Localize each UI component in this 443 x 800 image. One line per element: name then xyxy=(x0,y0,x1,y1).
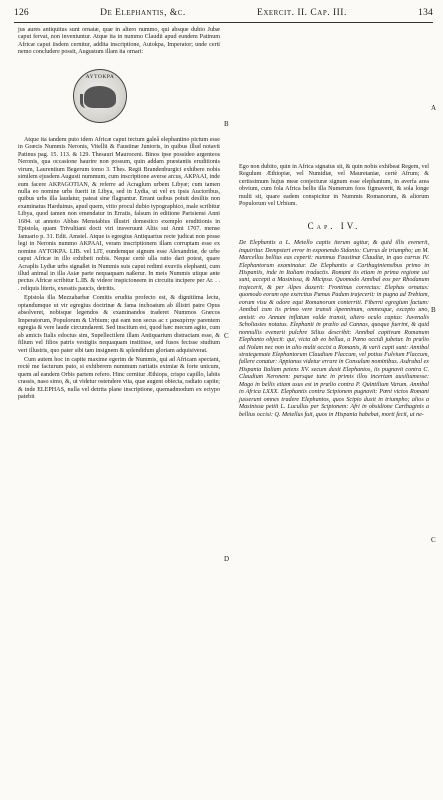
right-column xyxy=(239,26,429,421)
left-paragraph-2: Epistola illa Mezzabarbæ Comitis erudita profecto est, & dignitiima lectu, optandumque ut vir egregius doctrinæ & fama inchoatum ab illistri patre Opus absolveret, nobisque legendos & examinandos traderet Nummos Græcos Imperatorum, Populorum & Urbium; qui eam non secus ac τ μακαρίτην parentem egregia & vere laude circumdarent. Sed inscitum est, quod hæc mecum agito, cum ab amicis Italis edoctus sim, Supellectilem illam Antiquarium distractam esse, & filium vel filios patris vestigiis nequaquam institisse, sed fusos fecisse studium veri illustris, quo pater sibi tam insignem & splendidum gloriam adquisiverat. xyxy=(18,295,220,354)
left-paragraph-1: Atque ita tandem puto idem Africæ caput tectum galeâ elephantino pictum esse in Græcis Nummis Neronis, Vitellii & Faustinæ Junioris, in quibus illud notavit Patinus pag. 15. 113. & 129. Thesauri Mauroceni. Binos ipse possideo argenteos Neronis, qua occasione haurire non possum, quin addam præstantis eruditionis virum, Laurentium Begerum tomo 3. Thes. Regii Brandenburgici exhibere nobis similem ejusdem Augusti nummum, cum inscriptione averse arcus, AKPAAI, inde eum facere AKPAGOTIAN, & referre ad Acraglum urbem Libyæ; cum tamen nulla eo nomine urbs fuerit in Libya, sed in Lydia, ut vel ex ipsis Auctoribus, quibus urbs illa laudatur, pateat sine flagrantur. Errant usibus potuit desiliis non examinatus Harduinus, apud quem, vitio procul dubio typographico, male scribitur Libya, quod tamen non emendatur in Erratis, falsum in editione Parisiensi Anni 1684. ut annoto Abbas Menstabius illustri domestico exemplo eruditionis in Epistola, quam Trivultiani docti viri insveruunt Aliis sui Anni 1707. mense Januario p. 31. Edit. Amstel. Atque is egregius Antiquarius recte judicat non posse legi in Neronis nummo AKPAAI, veram inscriptionem illam corruptam esse ex nomine AYTOKPA. LIB. vel LIT, eundemque signum esse Alexandriæ, de urbe caput Africæ in illo exhibeti nobis. Neque certè ulla ratio dari potest, quare Acraplis Lydiæ urbs signaßet in Nummis suis caput redimi exuviis elephanti, cum illud animal in illa Asiæ parte nequaquam naßerur. In meis Nummis utique ante pectus Africæ scribitur L.IB. & videor inspicioneem in circuitu incipere per Ar. . . . reliquis literis, exesstis paucis, detritis. xyxy=(18,136,220,292)
trunk-icon xyxy=(80,94,89,108)
header-rule xyxy=(14,22,433,23)
margin-letter: A xyxy=(431,104,437,112)
margin-letter: C xyxy=(431,536,436,544)
exercit-label: Exercit. II. Cap. III. xyxy=(257,8,347,18)
left-paragraph-3: Cum autem hoc in capite maxime egerim de Nummis, qui ad Africam spectant, rectè me facturum puto, si exhiberem nummum raritatis eximiæ & forte unicum, quem ad eandem Orbis partem refero. Hinc cernitur Æthiops, crispo capillo, labiis crassis, naso simo, &, ut videtur ostendere vita, quæ augent obiecta, radiato capite; & inde ELEPHAS, nulla vel detrita plane inscriptione, quemadmodum ex ectypo patebit xyxy=(18,356,220,401)
page-number-left: 126 xyxy=(14,8,29,18)
coin-illustration xyxy=(73,69,127,123)
margin-letter: B xyxy=(224,120,229,128)
running-header xyxy=(14,8,433,22)
coin-legend: AYTOKPA xyxy=(85,73,115,80)
plate-space xyxy=(239,26,429,164)
chapter-title: Cap. IV. xyxy=(307,220,361,231)
right-intro: Ego non dubito, quin in Africa signatus sit, & quin nobis exhibeat Regem, vel Regulum Æthiopiæ, vel Numidiæ, vel Mauretaniæ, certè Afrum; & certissimum hujus meæ conjecturæ signum esse elephantum, in averfa area obvium, cum fola Africa bellis illa Numerum foos figmaverit, & sola longe multi sit, quare eadem conspicitur in Nummis Romanorum, & aliorum Populorum vel Urbium. xyxy=(239,164,429,208)
chapter-summary: De Elephantis a L. Metello captis iterum agitur, & quid illis evenerit, inquiritur. Dempsteri error in exponendo Sidonio: Currus de triumpho; an M. Marcellus bellius eas ceperit: nummus Faustinæ Claudiæ, in quo currus IV. Elephantorum examinatur. De Elephantis a Carthaginiensibus primo in Hispaniis, inde in Italiam traductis. Romani iis etiam in prima regione usi sunt, accepit a Masinissa, & Micipsa. Quomodo Annibal eos per Rhodanum trajecerit, & per Alpes duxerit: Frontinus correctus: Elephas ornatus: quomodo eorum ope exercitus Pænus Padum trajecerit: in pugna ad Trebiam, eorum visu & odore equi Romanorum conterriti. Fiberni egregium factum: Annibal cum iis primo vere transit Apenninum, omnesque, excepto uno, amisit: eo Annum inflatum valde transit, altero oculo captus: Juvenalis Scholiastes notatus. Elephanti in prælio ad Cannas, quoque fuerint, & quid nonnullis evenerit pulchre Silius describit: Annibal captivum Romanum Elephanto objecit: qui, victa ab eo bellua, a Pæno occidi jubetur. In prælio ad Nolam nec non in alio multi occisi a Romanis, & varii capti sunt: Annibal strategemate Elephantorum Claudium Flaccum, vel potius Fulvium Flaccum, fallere conatur: Appianus videtur errare in Consulum nominibus. Asdrubal ex Hispania Italiam petens XV. secum duxit Elephantos, iis pugnavit contra C. Claudium Neronem: parsque tunc in primis illos incertam auxiliumesse: Mago in bellis etiam usus est in prælio contra P. Quintilium Varum. Annibal in Africa LXXX. Elephantis contra Scipionem pugnavit: Pœni victos Romani jusserunt omnes tradere Elephantos, quos Scipio duxit in triumpho; alios a Masinissa petiit L. Lucullus per Scipionem: Afri in obsidione Carthaginis a bellius occisi: Q. Metellus fuit, quos in Hispania habebat, morti fecit, ut ne- xyxy=(239,240,429,418)
left-column xyxy=(18,27,220,404)
running-title: De Elephantis, &c. xyxy=(100,8,186,18)
margin-letter: D xyxy=(224,555,230,563)
page-number-right: 134 xyxy=(418,8,433,18)
margin-letter: B xyxy=(431,306,436,314)
left-intro: jus aures antiquitus sunt ornatæ, quæ in altero nummo, qui absque dubio Jubæ caput fervat, non inveniuntur. Atque ita in nummo Claudii apud eundem Patinum Africæ caput iisdem cernitur, addita inscriptione, Autokpa, Imperator; unde certi nemo concludere possit, Augustum illam ita ornari: xyxy=(18,27,220,56)
margin-letter: C xyxy=(224,332,229,340)
